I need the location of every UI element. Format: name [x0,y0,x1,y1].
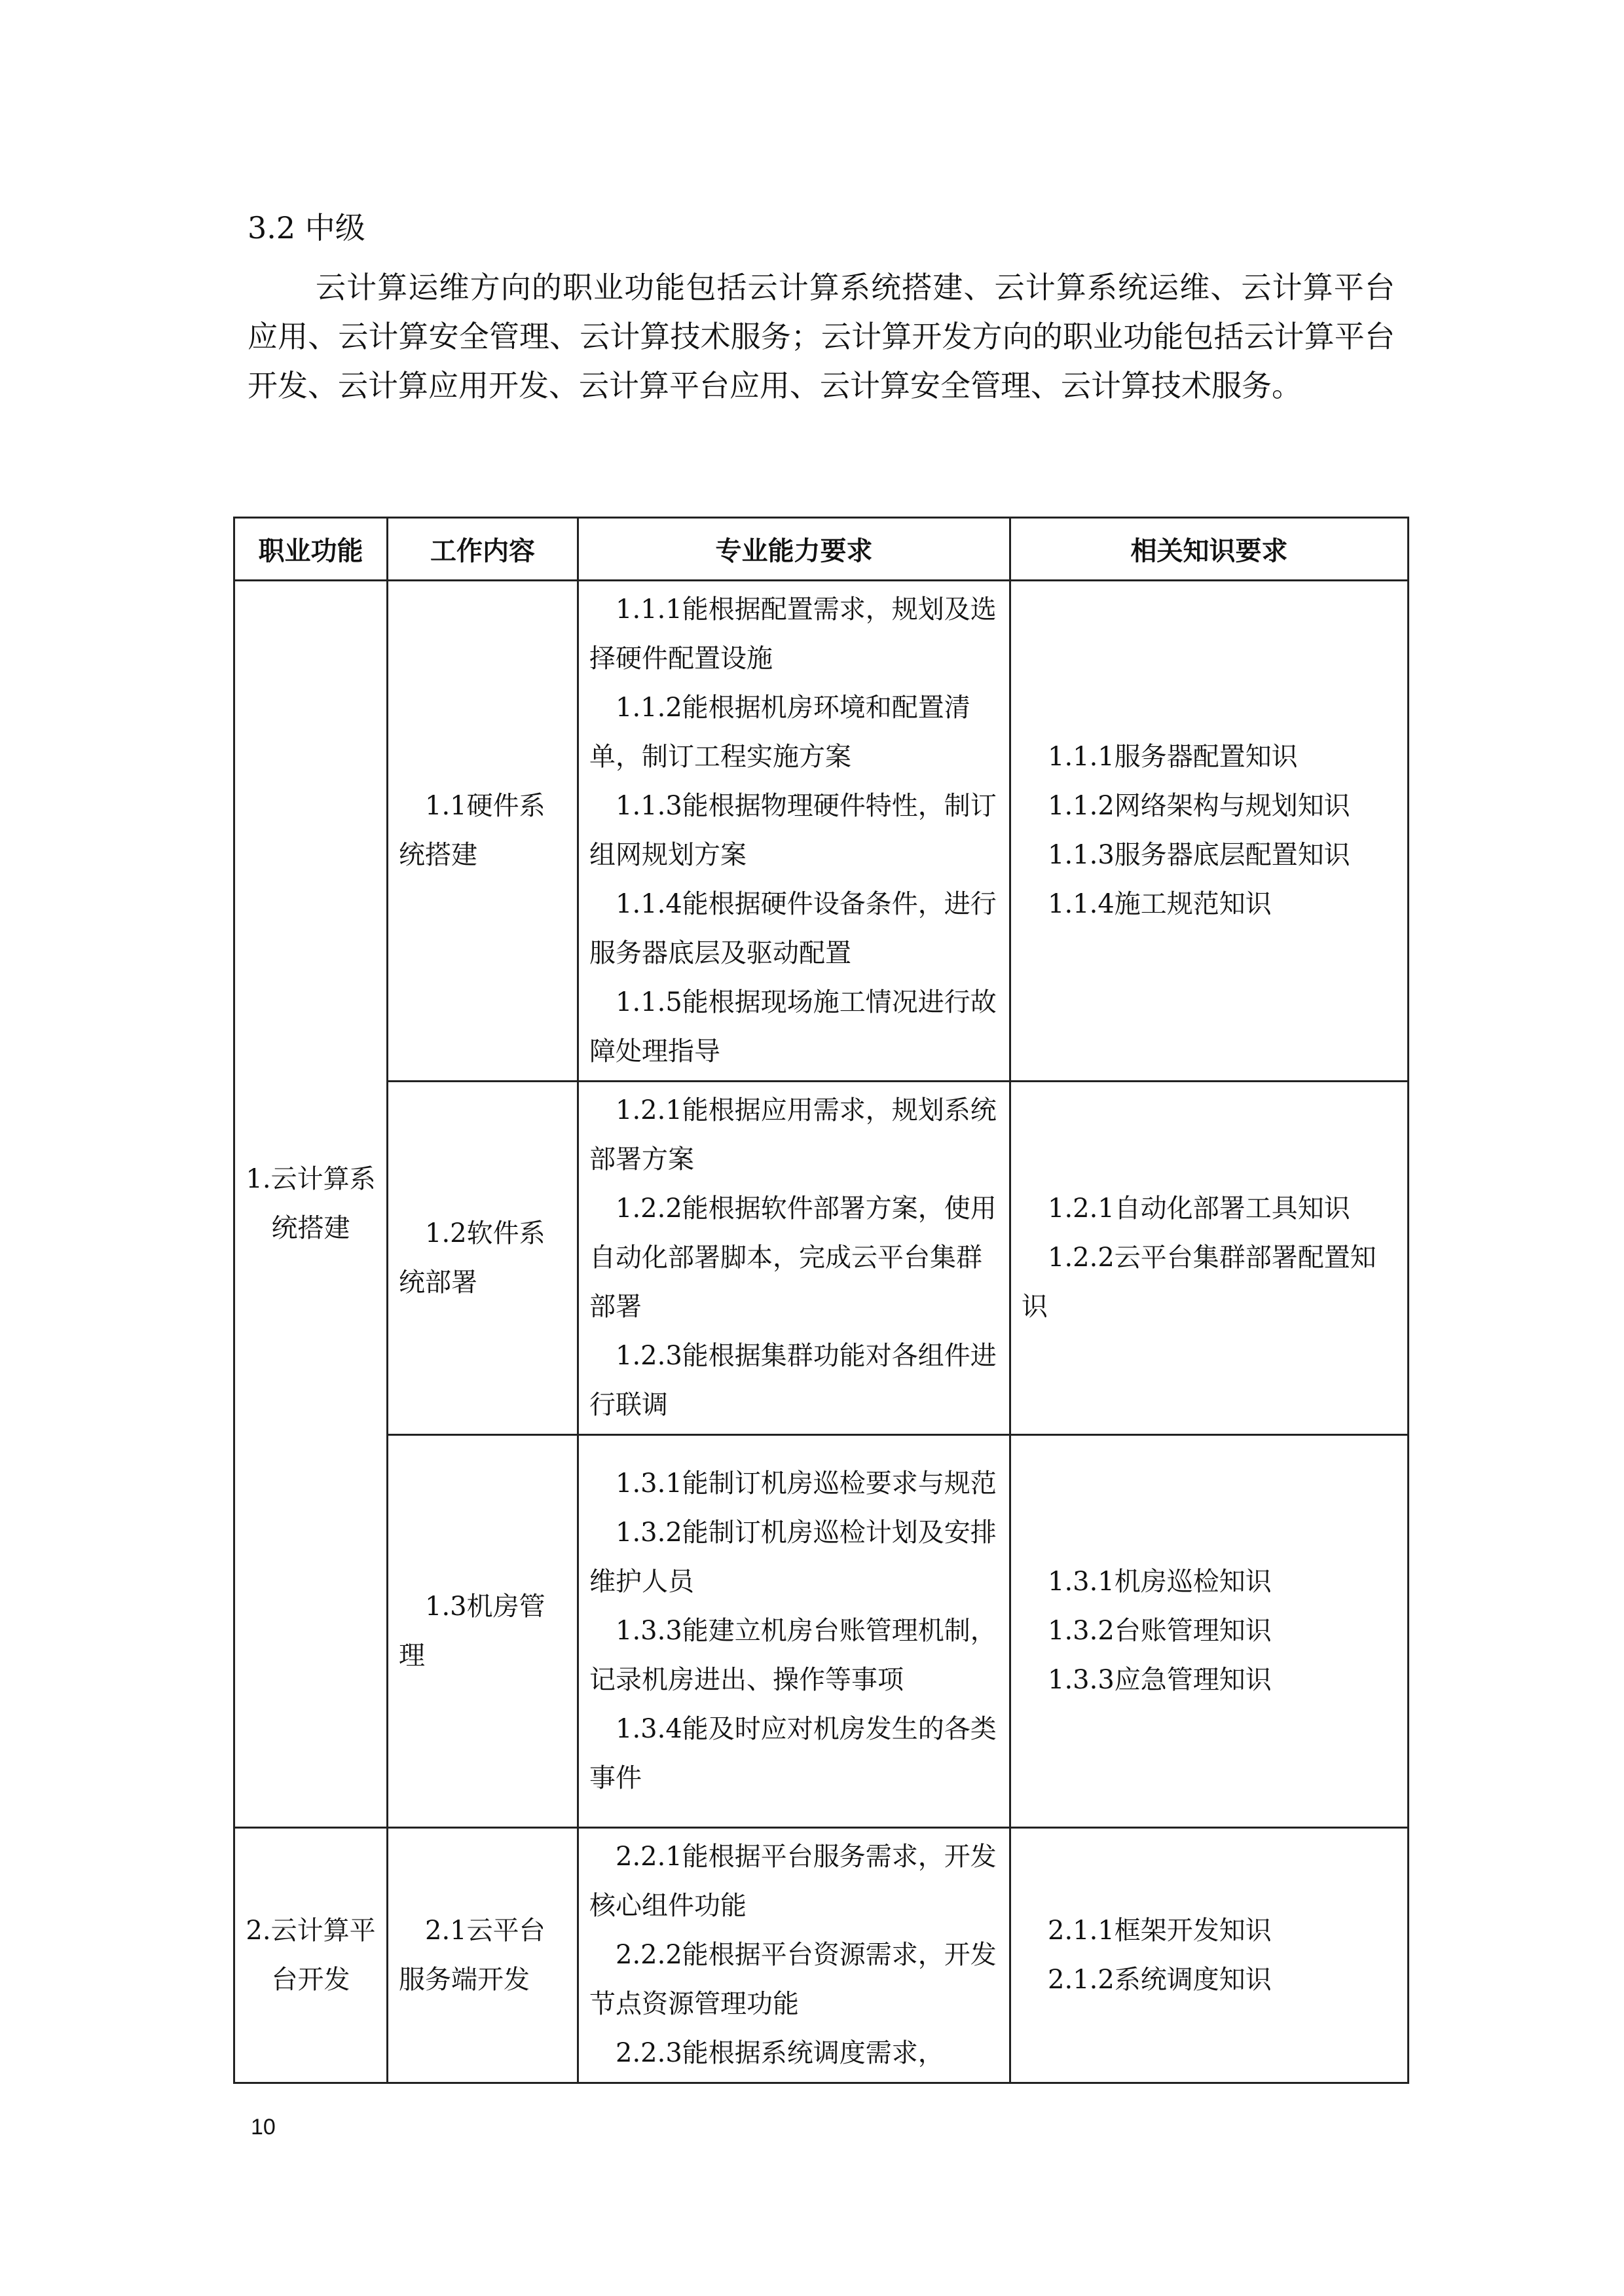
skills-cell [578,1435,1010,1828]
skill-item: 1.1.4能根据硬件设备条件，进行服务器底层及驱动配置 [589,889,997,968]
skill-item: 1.1.1能根据配置需求，规划及选择硬件配置设施 [589,594,997,674]
table-row [234,1435,1409,1828]
skill-item: 1.3.1能制订机房巡检要求与规范 [616,1468,997,1499]
skill-item: 1.2.3能根据集群功能对各组件进行联调 [589,1341,997,1420]
header-skill-requirements: 专业能力要求 [578,518,1010,581]
knowledge-cell [1010,1435,1409,1828]
skills-cell [578,1082,1010,1435]
skills-cell [578,1828,1010,2083]
competency-table [233,517,1409,2084]
table-header-row [234,518,1409,581]
skill-item: 2.2.3能根据系统调度需求， [616,2038,944,2068]
knowledge-item: 1.3.2台账管理知识 [1048,1616,1272,1646]
skill-item: 1.2.1能根据应用需求，规划系统部署方案 [589,1095,997,1175]
work-content-cell: 1.2软件系统部署 [388,1082,578,1435]
skill-item: 1.3.3能建立机房台账管理机制，记录机房进出、操作等事项 [589,1616,997,1695]
table-row [234,581,1409,1082]
knowledge-cell [1010,1082,1409,1435]
work-content-cell: 1.3机房管理 [388,1435,578,1828]
skill-item: 1.3.2能制订机房巡检计划及安排维护人员 [589,1518,997,1597]
work-content-cell: 1.1硬件系统搭建 [388,581,578,1082]
table-row [234,1828,1409,2083]
skill-item: 1.1.3能根据物理硬件特性，制订组网规划方案 [589,791,997,870]
skill-item: 1.2.2能根据软件部署方案，使用自动化部署脚本，完成云平台集群部署 [589,1194,997,1322]
skills-cell [578,581,1010,1082]
work-content-cell: 2.1云平台服务端开发 [388,1828,578,2083]
skill-item: 2.2.2能根据平台资源需求，开发节点资源管理功能 [589,1940,997,2019]
knowledge-item: 2.1.1框架开发知识 [1048,1915,1272,1946]
knowledge-item: 1.1.2网络架构与规划知识 [1048,791,1350,821]
skill-item: 1.3.4能及时应对机房发生的各类事件 [589,1714,997,1793]
skill-item: 1.1.2能根据机房环境和配置清单，制订工程实施方案 [589,693,970,772]
header-function: 职业功能 [234,518,388,581]
intro-paragraph: 云计算运维方向的职业功能包括云计算系统搭建、云计算系统运维、云计算平台应用、云计算安全管理、云计算技术服务；云计算开发方向的职业功能包括云计算平台开发、云计算应用开发、云计算平台应用、云计算安全管理、云计算技术服务。 [248,270,1395,403]
knowledge-item: 1.1.3服务器底层配置知识 [1048,840,1350,870]
knowledge-item: 1.3.3应急管理知识 [1048,1665,1272,1695]
function-cell: 2.云计算平台开发 [234,1828,388,2083]
function-cell: 1.云计算系统搭建 [234,581,388,1828]
table-row [234,1082,1409,1435]
knowledge-item: 1.1.4施工规范知识 [1048,889,1272,919]
knowledge-item: 1.1.1服务器配置知识 [1048,742,1298,772]
knowledge-cell [1010,581,1409,1082]
section-heading: 3.2 中级 [248,210,365,246]
knowledge-item: 2.1.2系统调度知识 [1048,1964,1272,1995]
page-number: 10 [251,2115,276,2140]
knowledge-item: 1.3.1机房巡检知识 [1048,1567,1272,1597]
knowledge-cell [1010,1828,1409,2083]
knowledge-item: 1.2.1自动化部署工具知识 [1048,1194,1350,1224]
knowledge-item: 1.2.2云平台集群部署配置知识 [1022,1243,1376,1322]
header-knowledge-requirements: 相关知识要求 [1010,518,1409,581]
skill-item: 1.1.5能根据现场施工情况进行故障处理指导 [589,987,997,1066]
header-work-content: 工作内容 [388,518,578,581]
skill-item: 2.2.1能根据平台服务需求，开发核心组件功能 [589,1842,997,1921]
